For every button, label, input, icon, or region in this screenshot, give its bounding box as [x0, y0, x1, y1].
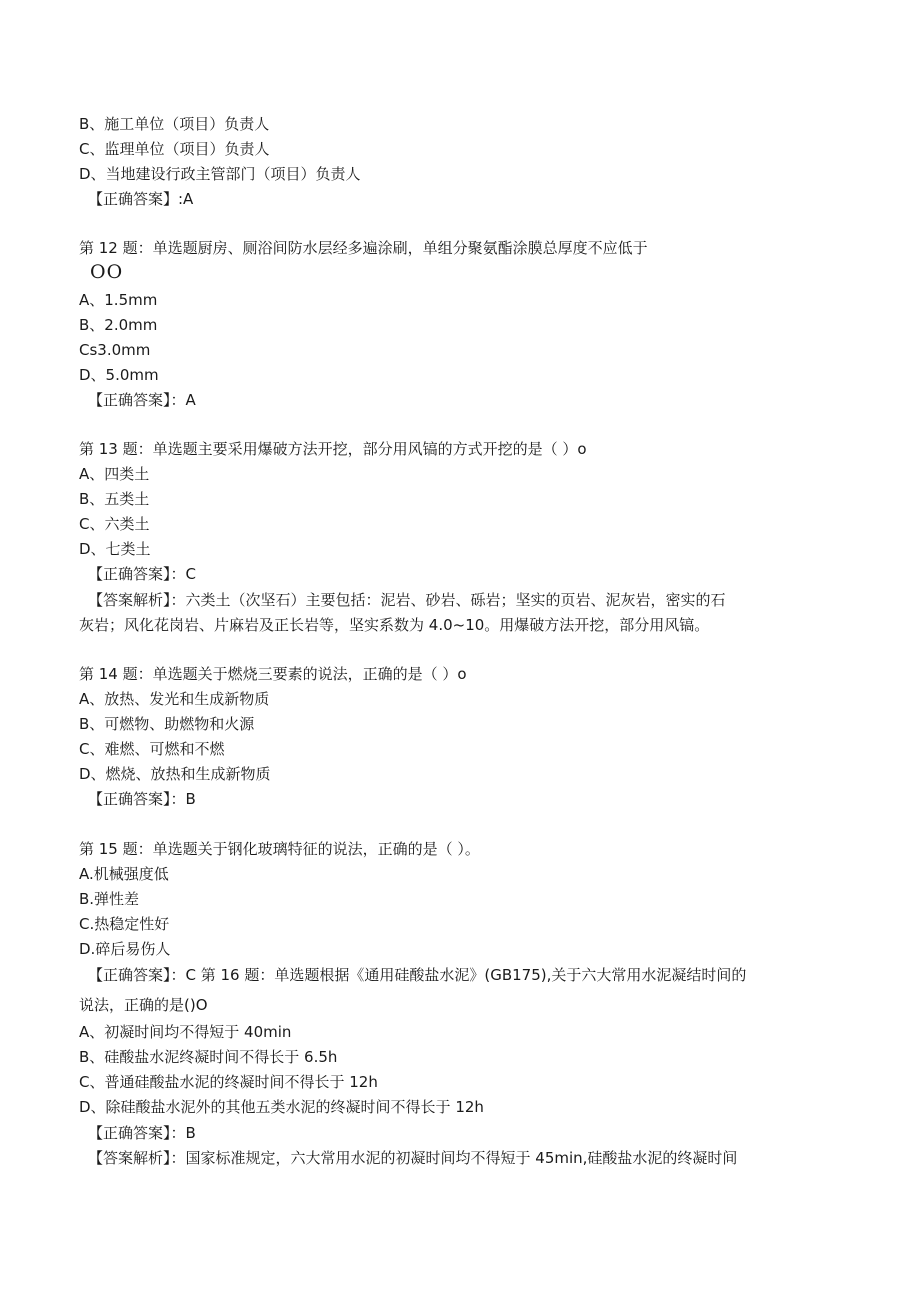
- q12-option-b: B、2.0mm: [79, 316, 158, 334]
- q15-answer-and-q16-question: 【正确答案】：C 第 16 题：单选题根据《通用硅酸盐水泥》(GB175),关于六大常用水泥凝结时间的: [88, 966, 747, 984]
- q14-question: 第 14 题：单选题关于燃烧三要素的说法，正确的是（ ）o: [79, 665, 467, 683]
- q14-answer: 【正确答案】：B: [88, 790, 196, 808]
- q16-option-c: C、普通硅酸盐水泥的终凝时间不得长于 12h: [79, 1073, 378, 1091]
- q14-option-b: B、可燃物、助燃物和火源: [79, 715, 255, 733]
- q12-option-c: Cs3.0mm: [79, 341, 151, 359]
- q12-question-continuation: OO: [90, 261, 124, 283]
- q13-analysis-line-1: 【答案解析】：六类土（次坚石）主要包括：泥岩、砂岩、砾岩；坚实的页岩、泥灰岩，密实的石: [88, 591, 726, 609]
- q16-analysis-line-1: 【答案解析】：国家标准规定，六大常用水泥的初凝时间均不得短于 45min,硅酸盐水泥的终凝时间: [88, 1149, 738, 1167]
- q15-option-c: C.热稳定性好: [79, 915, 170, 933]
- q16-option-a: A、初凝时间均不得短于 40min: [79, 1023, 292, 1041]
- q16-option-b: B、硅酸盐水泥终凝时间不得长于 6.5h: [79, 1048, 338, 1066]
- q11-answer: 【正确答案】:A: [88, 190, 194, 208]
- q14-option-c: C、难燃、可燃和不燃: [79, 740, 225, 758]
- q15-option-d: D.碎后易伤人: [79, 940, 171, 958]
- q12-option-d: D、5.0mm: [79, 366, 159, 384]
- q15-option-b: B.弹性差: [79, 890, 140, 908]
- q13-option-d: D、七类土: [79, 540, 151, 558]
- q12-answer: 【正确答案】：A: [88, 391, 196, 409]
- q13-option-a: A、四类土: [79, 465, 150, 483]
- q11-option-c: C、监理单位（项目）负责人: [79, 140, 270, 158]
- q11-option-d: D、当地建设行政主管部门（项目）负责人: [79, 165, 361, 183]
- q14-option-d: D、燃烧、放热和生成新物质: [79, 765, 271, 783]
- q15-question: 第 15 题：单选题关于钢化玻璃特征的说法，正确的是（ ）。: [79, 840, 480, 858]
- q13-option-c: C、六类土: [79, 515, 150, 533]
- q16-question-continuation: 说法，正确的是()O: [79, 996, 208, 1014]
- q13-option-b: B、五类土: [79, 490, 150, 508]
- q16-answer: 【正确答案】：B: [88, 1124, 196, 1142]
- q11-option-b: B、施工单位（项目）负责人: [79, 115, 270, 133]
- q12-option-a: A、1.5mm: [79, 291, 158, 309]
- q13-question: 第 13 题：单选题主要采用爆破方法开挖，部分用风镐的方式开挖的是（ ）o: [79, 440, 587, 458]
- q15-option-a: A.机械强度低: [79, 865, 169, 883]
- q13-answer: 【正确答案】：C: [88, 565, 196, 583]
- q12-question: 第 12 题：单选题厨房、厕浴间防水层经多遍涂刷，单组分聚氨酯涂膜总厚度不应低于: [79, 239, 648, 257]
- q14-option-a: A、放热、发光和生成新物质: [79, 690, 270, 708]
- q13-analysis-line-2: 灰岩；风化花岗岩、片麻岩及正长岩等，坚实系数为 4.0~10。用爆破方法开挖，部分用风镐。: [79, 616, 710, 634]
- q16-option-d: D、除硅酸盐水泥外的其他五类水泥的终凝时间不得长于 12h: [79, 1098, 484, 1116]
